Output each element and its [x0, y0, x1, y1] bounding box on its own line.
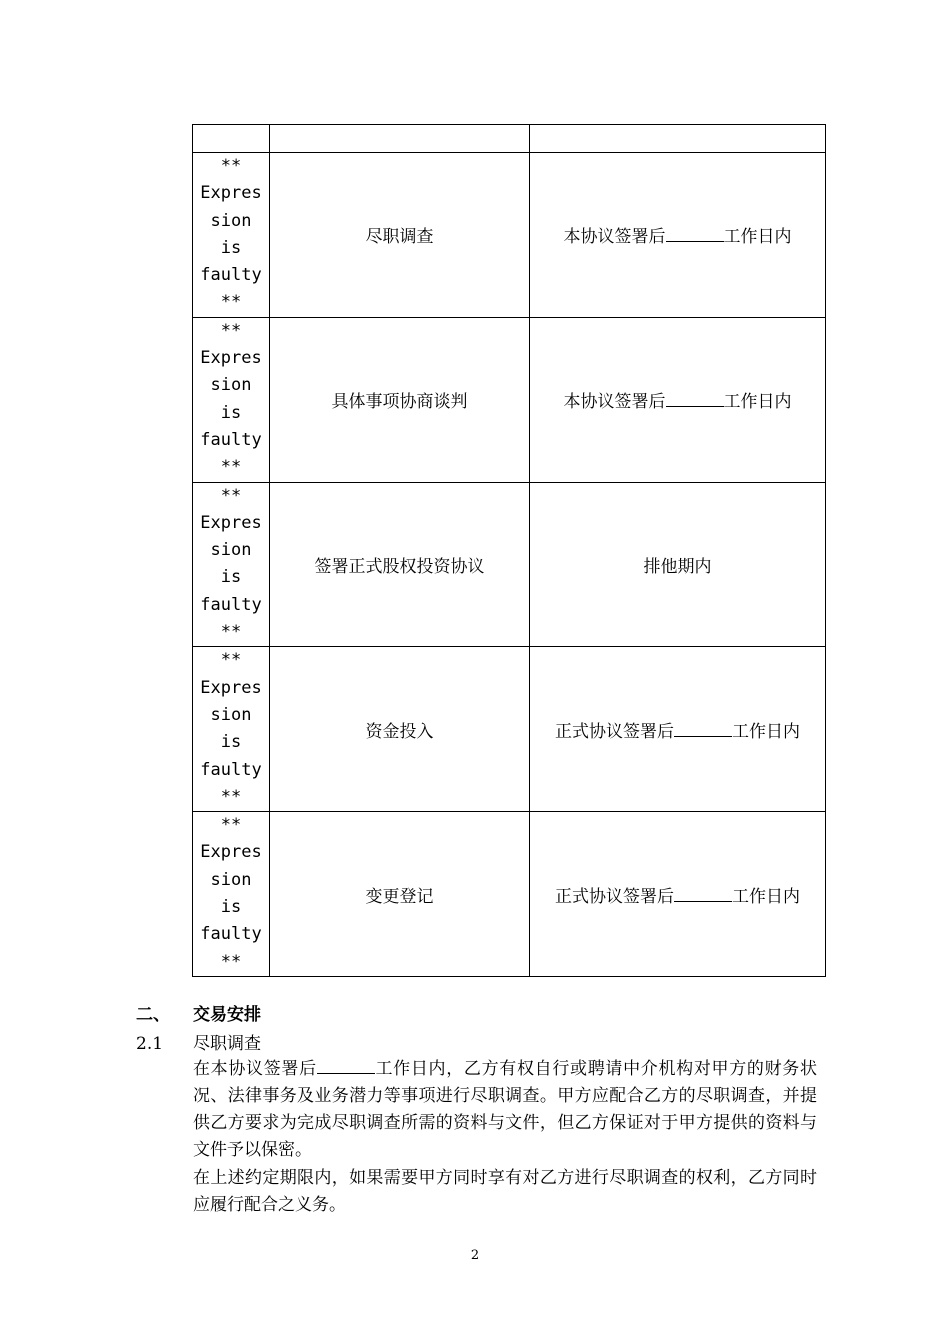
time-cell: 本协议签署后 工作日内	[530, 317, 826, 482]
item-cell: 签署正式股权投资协议	[270, 482, 530, 647]
section-title: 交易安排	[193, 1005, 261, 1025]
header-cell	[530, 125, 826, 153]
schedule-table	[192, 124, 826, 977]
table-row	[193, 153, 826, 318]
page-number: 2	[470, 1248, 480, 1263]
section-number: 二、	[136, 1005, 170, 1025]
time-cell: 正式协议签署后 工作日内	[530, 647, 826, 812]
fill-blank	[674, 883, 732, 902]
body-text	[193, 1055, 817, 1219]
time-cell: 正式协议签署后 工作日内	[530, 812, 826, 977]
paragraph: 在本协议签署后 工作日内，乙方有权自行或聘请中介机构对甲方的财务状况、法律事务及业务潜力等事项进行尽职调查。甲方应配合乙方的尽职调查，并提供乙方要求为完成尽职调查所需的资料与文件，但乙方保证对于甲方提供的资料与文件予以保密。	[193, 1055, 817, 1165]
table-row	[193, 317, 826, 482]
header-cell	[270, 125, 530, 153]
item-cell: 具体事项协商谈判	[270, 317, 530, 482]
expression-error-cell: ** Expres sion is faulty **	[193, 317, 270, 482]
fill-blank	[674, 718, 732, 737]
table-row	[193, 647, 826, 812]
expression-error-cell: ** Expres sion is faulty **	[193, 153, 270, 318]
time-cell: 排他期内	[530, 482, 826, 647]
subsection-heading	[136, 1029, 261, 1054]
subsection-title: 尽职调查	[193, 1034, 261, 1054]
item-cell: 资金投入	[270, 647, 530, 812]
subsection-number: 2.1	[136, 1034, 164, 1054]
item-cell: 尽职调查	[270, 153, 530, 318]
fill-blank	[317, 1055, 375, 1074]
paragraph: 在上述约定期限内，如果需要甲方同时享有对乙方进行尽职调查的权利，乙方同时应履行配合之义务。	[193, 1167, 817, 1215]
item-cell: 变更登记	[270, 812, 530, 977]
expression-error-cell: ** Expres sion is faulty **	[193, 482, 270, 647]
header-cell	[193, 125, 270, 153]
table-row	[193, 482, 826, 647]
section-heading	[136, 1000, 261, 1025]
expression-error-cell: ** Expres sion is faulty **	[193, 812, 270, 977]
table-header-row	[193, 125, 826, 153]
time-cell: 本协议签署后 工作日内	[530, 153, 826, 318]
fill-blank	[666, 388, 724, 407]
expression-error-cell: ** Expres sion is faulty **	[193, 647, 270, 812]
table-row	[193, 812, 826, 977]
fill-blank	[666, 224, 724, 243]
